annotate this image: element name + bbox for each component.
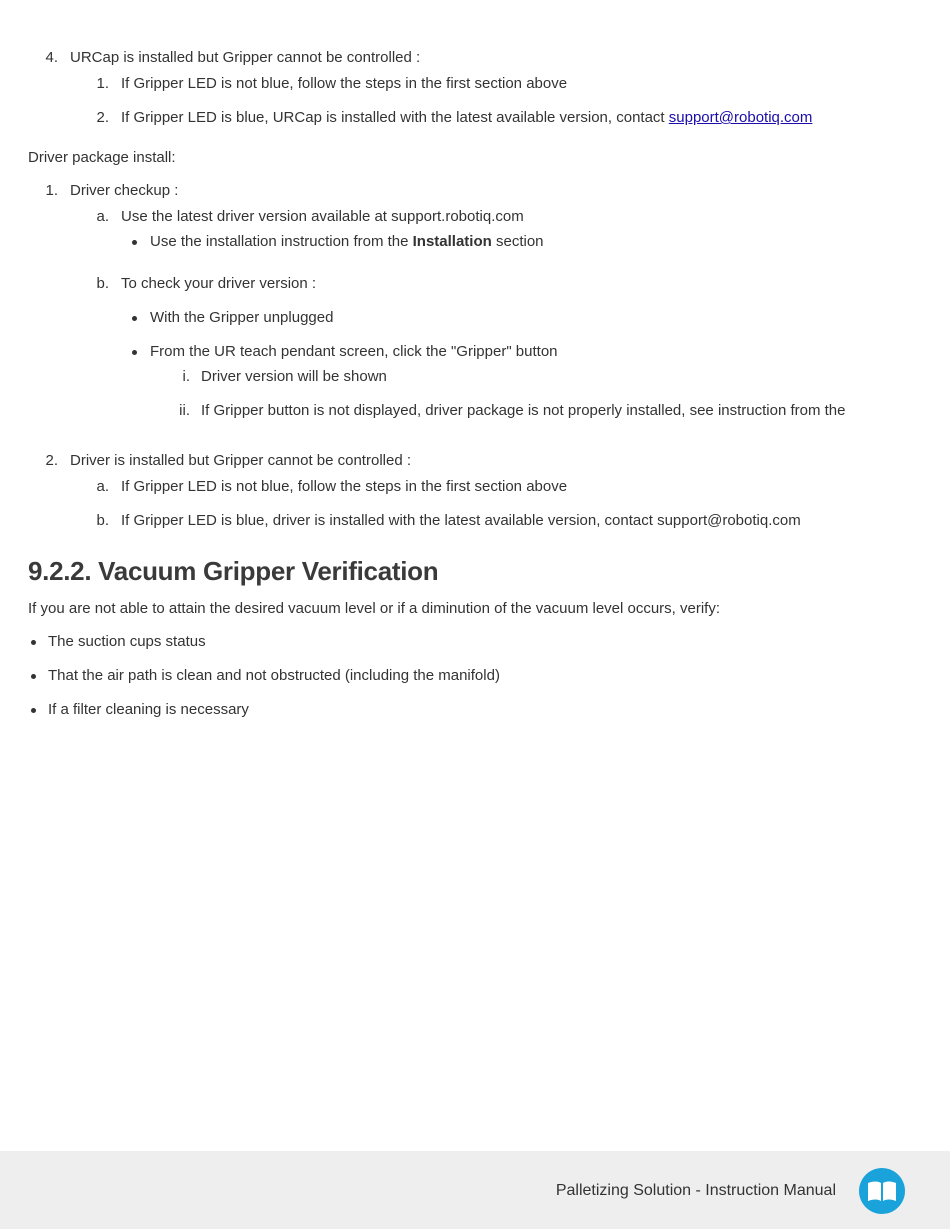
open-book-icon bbox=[859, 1168, 905, 1214]
list-item: If Gripper LED is blue, driver is installed with the latest available version, contact support@robotiq.com bbox=[121, 512, 801, 529]
bullet bbox=[31, 674, 36, 679]
list-item: To check your driver version : bbox=[121, 275, 317, 292]
bullet bbox=[132, 316, 137, 321]
list-item bbox=[150, 233, 544, 251]
list-item bbox=[121, 109, 812, 127]
list-item-text: section bbox=[491, 233, 544, 250]
bullet bbox=[31, 708, 36, 713]
list-item: Use the latest driver version available at support.robotiq.com bbox=[121, 208, 524, 225]
section-heading: 9.2.2. Vacuum Gripper Verification bbox=[28, 556, 439, 586]
list-number: 4. bbox=[45, 49, 58, 66]
list-number: 1. bbox=[96, 75, 109, 92]
list-letter: a. bbox=[96, 208, 109, 225]
list-item: If Gripper LED is not blue, follow the steps in the first section above bbox=[121, 478, 568, 495]
list-roman: ii. bbox=[179, 402, 190, 419]
manual-title: Palletizing Solution - Instruction Manual bbox=[555, 1182, 836, 1199]
urcap-heading: URCap is installed but Gripper cannot be controlled : bbox=[70, 49, 421, 66]
list-item: If a filter cleaning is necessary bbox=[48, 701, 249, 718]
list-item: If Gripper LED is not blue, follow the steps in the first section above bbox=[121, 75, 568, 92]
vacuum-intro: If you are not able to attain the desired vacuum level or if a diminution of the vacuum level occurs, verify: bbox=[28, 600, 721, 617]
bullet bbox=[31, 640, 36, 645]
list-item: The suction cups status bbox=[48, 633, 206, 650]
list-number: 1. bbox=[45, 182, 58, 199]
list-item: With the Gripper unplugged bbox=[150, 309, 334, 326]
installation-section-ref: Installation bbox=[412, 233, 492, 250]
list-item: That the air path is clean and not obstructed (including the manifold) bbox=[48, 667, 500, 684]
list-number: 2. bbox=[96, 109, 109, 126]
list-item-text: If Gripper LED is blue, URCap is installed with the latest available version, contact bbox=[121, 109, 669, 126]
list-item: Driver version will be shown bbox=[201, 368, 387, 385]
list-number: 2. bbox=[45, 452, 58, 469]
page-footer bbox=[0, 1151, 950, 1229]
list-letter: b. bbox=[96, 275, 109, 292]
list-item: If Gripper button is not displayed, driver package is not properly installed, see instruction from the bbox=[201, 402, 846, 419]
driver-checkup-heading: Driver checkup : bbox=[70, 182, 179, 199]
list-roman: i. bbox=[182, 368, 190, 385]
support-email-link[interactable]: support@robotiq.com bbox=[668, 109, 813, 126]
list-letter: a. bbox=[96, 478, 109, 495]
open-book-icon[interactable] bbox=[859, 1168, 905, 1214]
driver-intro: Driver package install: bbox=[28, 149, 176, 166]
driver-installed-heading: Driver is installed but Gripper cannot be controlled : bbox=[70, 452, 412, 469]
list-item: From the UR teach pendant screen, click the "Gripper" button bbox=[150, 343, 558, 360]
list-letter: b. bbox=[96, 512, 109, 529]
list-item-text: Use the installation instruction from the bbox=[150, 233, 413, 250]
bullet bbox=[132, 240, 137, 245]
bullet bbox=[132, 350, 137, 355]
